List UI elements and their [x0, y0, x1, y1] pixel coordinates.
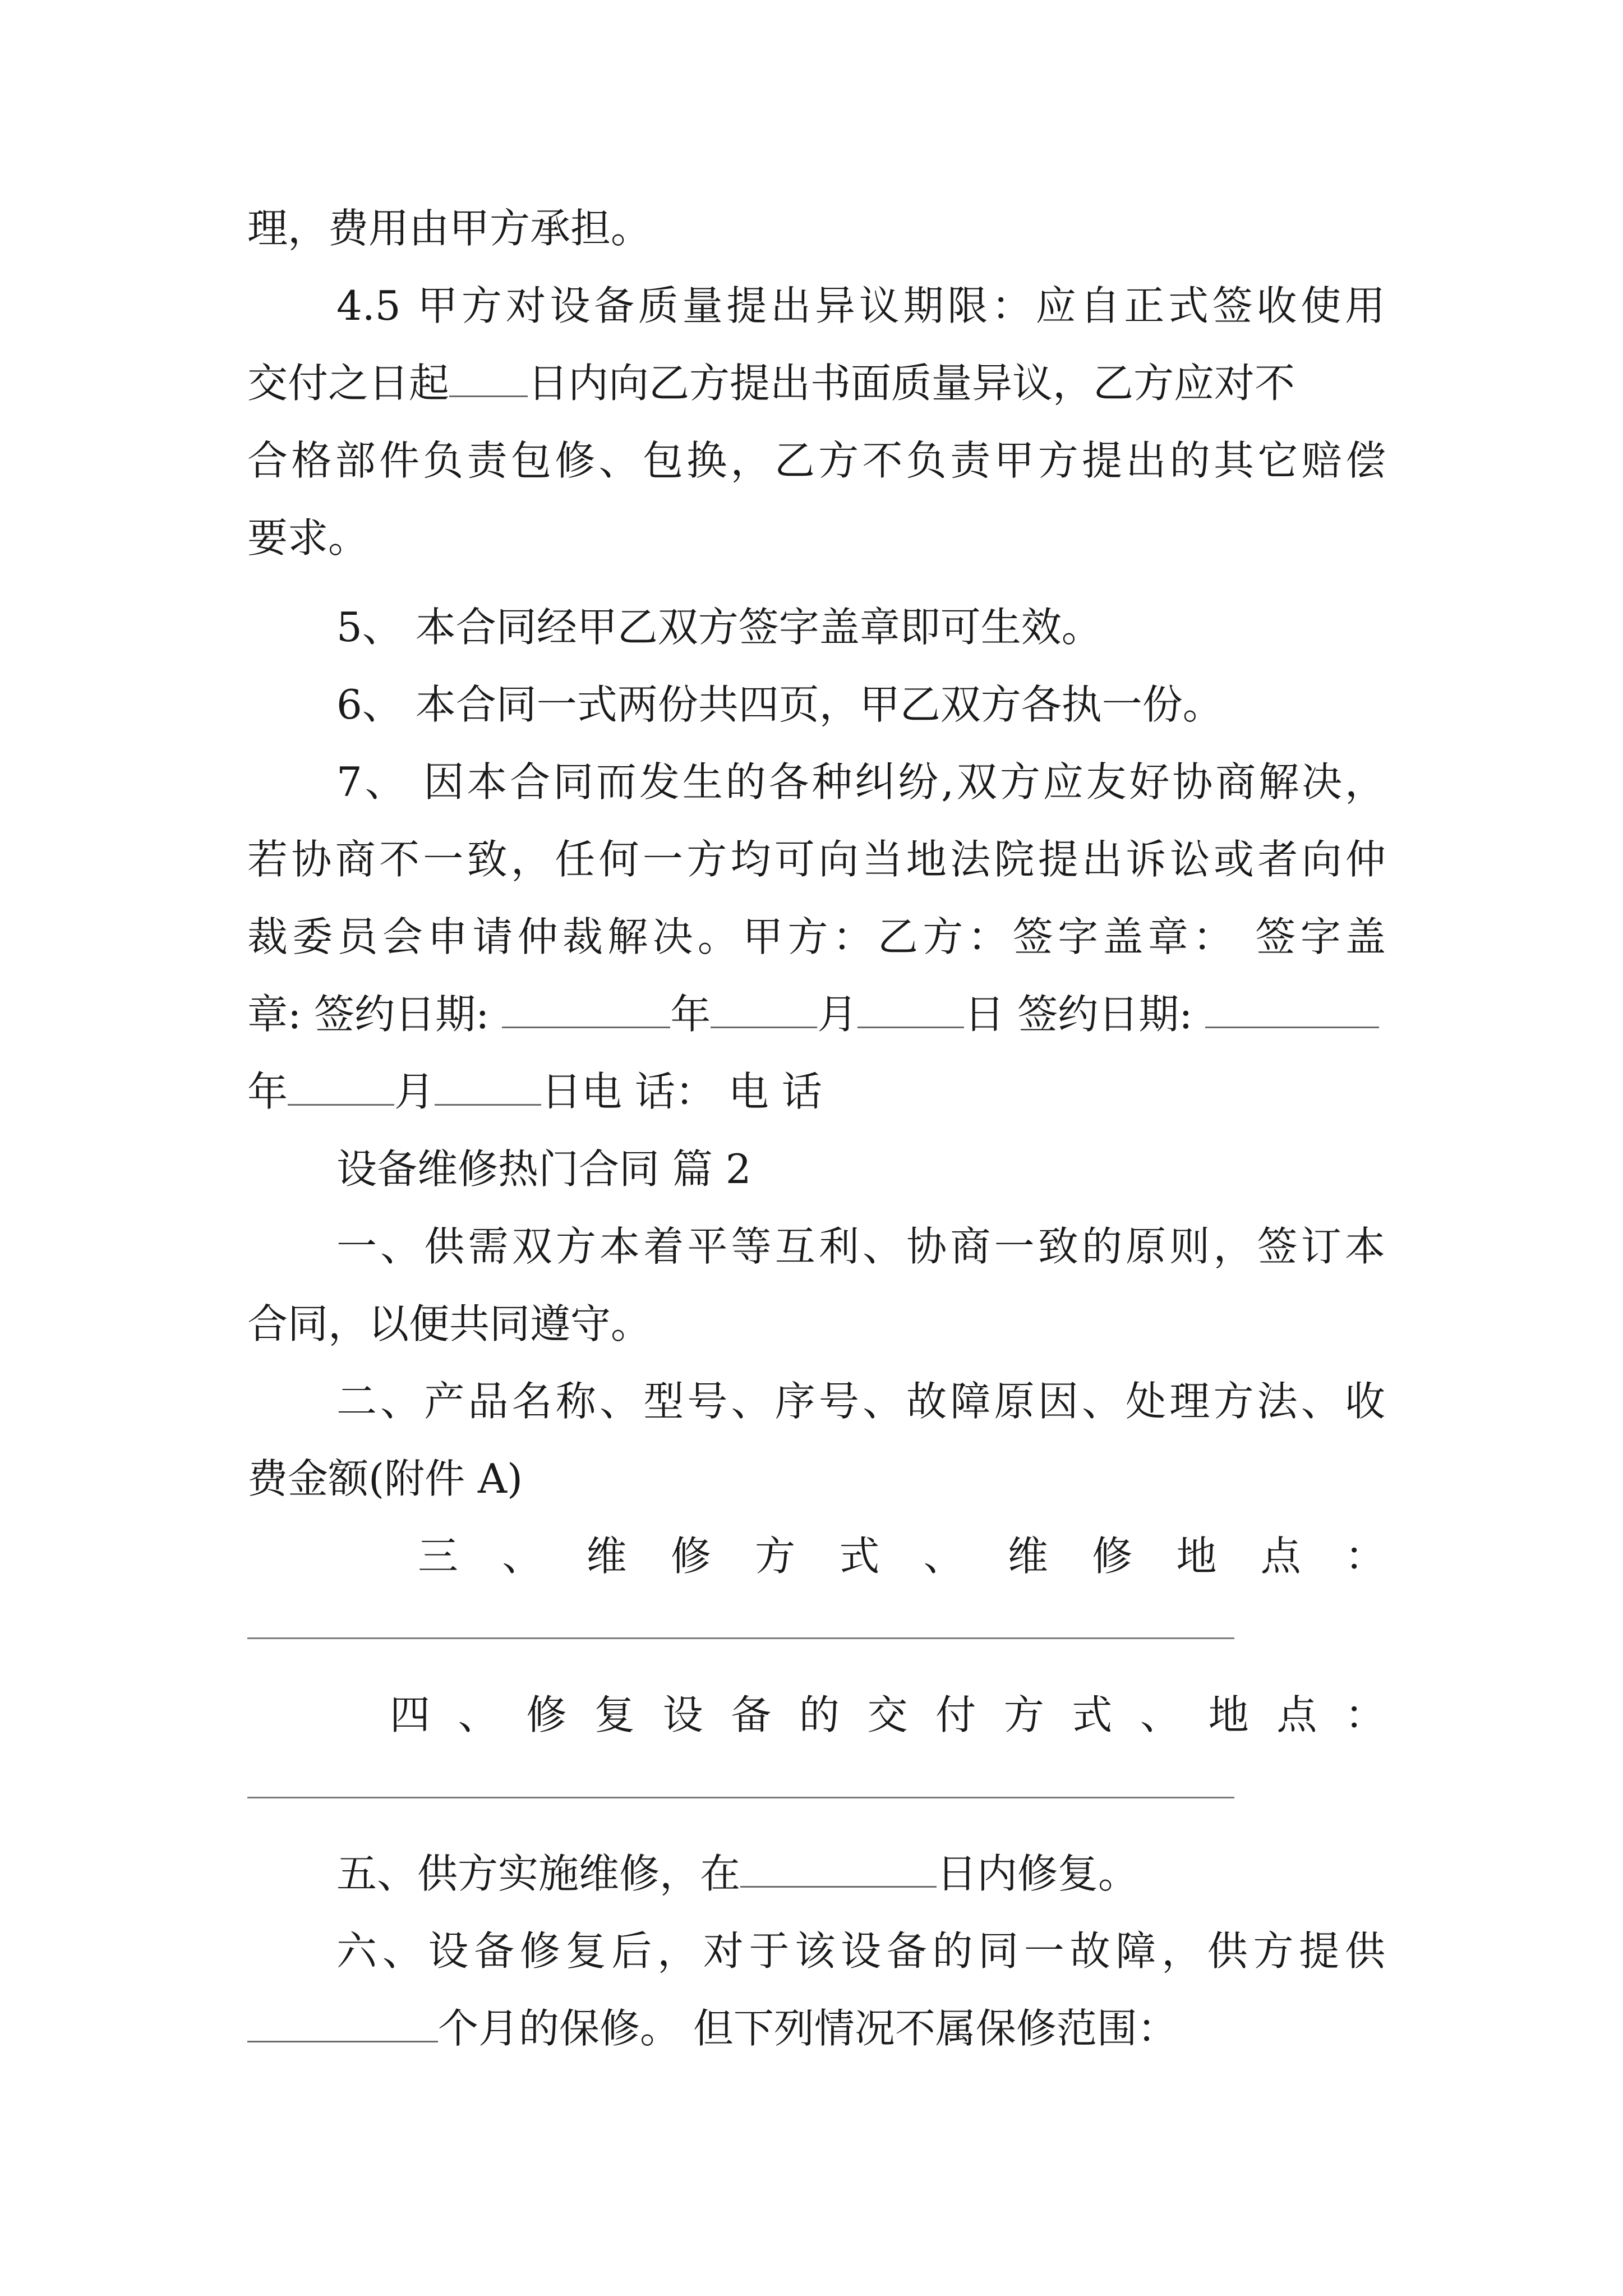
fill-in-blank: [502, 993, 670, 1028]
clause-3: 三、维修方式、维修地点：: [418, 1533, 1385, 1580]
fill-in-blank: [247, 2007, 438, 2042]
fill-in-line: [247, 1797, 1234, 1798]
clause-4: 四、修复设备的交付方式、地点：: [390, 1691, 1385, 1738]
fill-in-line: [247, 1637, 1234, 1639]
paragraph-line: 费金额(附件 A): [247, 1455, 523, 1502]
fill-in-blank: [740, 1852, 937, 1888]
section-heading: 设备维修热门合同 篇 2: [336, 1145, 751, 1193]
clause-1: 一、供需双方本着平等互利、协商一致的原则，签订本: [336, 1223, 1385, 1270]
fill-in-blank: [1205, 993, 1379, 1028]
clause-2: 二、产品名称、型号、序号、故障原因、处理方法、收: [336, 1378, 1385, 1425]
fill-in-blank: [288, 1070, 394, 1106]
clause-6: 六、设备修复后，对于该设备的同一故障，供方提供: [336, 1927, 1385, 1975]
paragraph-line: 理，费用由甲方承担。: [247, 205, 652, 252]
paragraph-line: 若协商不一致，任何一方均可向当地法院提出诉讼或者向仲: [247, 836, 1386, 883]
paragraph-line: 合同，以便共同遵守。: [247, 1300, 652, 1347]
fill-in-blank: [449, 362, 528, 397]
paragraph-line: 交付之日起 日内向乙方提出书面质量异议，乙方应对不: [247, 360, 1295, 407]
signature-date-line: 年 月 日电 话： 电 话: [247, 1068, 822, 1115]
clause-5: 5、 本合同经甲乙双方签字盖章即可生效。: [336, 604, 1102, 651]
clause-6: 6、 本合同一式两份共四页，甲乙双方各执一份。: [336, 681, 1223, 728]
clause-5: 五、供方实施维修，在 日内修复。: [336, 1850, 1139, 1897]
fill-in-blank: [711, 993, 817, 1028]
paragraph-line: 4.5 甲方对设备质量提出异议期限：应自正式签收使用: [336, 282, 1385, 329]
clause-7: 7、 因本合同而发生的各种纠纷,双方应友好协商解决，: [336, 758, 1385, 806]
paragraph-line: 裁委员会申请仲裁解决。甲方：乙方：签字盖章： 签字盖: [247, 913, 1386, 960]
paragraph-line: 个月的保修。 但下列情况不属保修范围：: [247, 1998, 1386, 2059]
fill-in-blank: [435, 1070, 541, 1106]
paragraph-line: 要求。: [247, 514, 369, 562]
fill-in-blank: [857, 993, 964, 1028]
signature-date-line: 章: 签约日期: 年 月 日 签约日期:: [247, 983, 1386, 1045]
paragraph-line: 合格部件负责包修、包换，乙方不负责甲方提出的其它赔偿: [247, 437, 1386, 484]
